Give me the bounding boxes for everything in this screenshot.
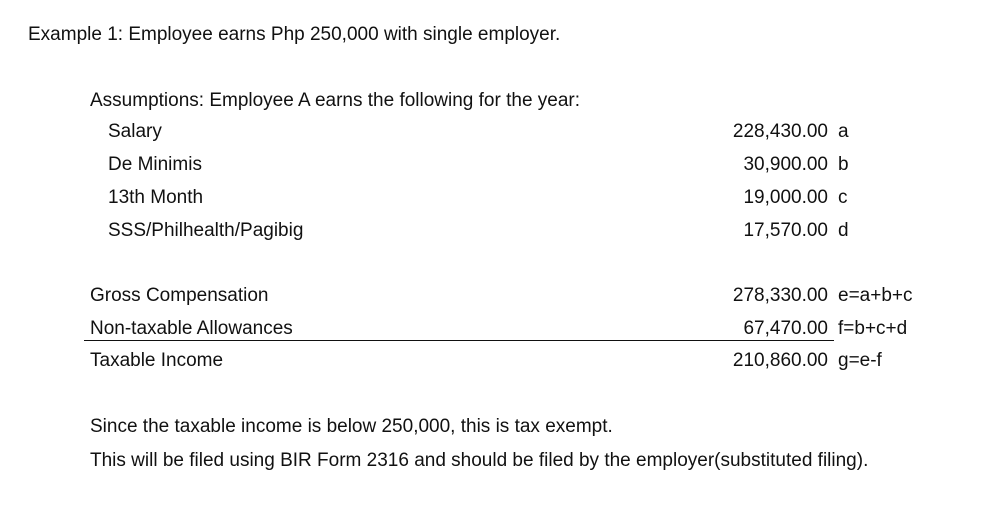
income-item-label-salary: Salary [108,121,162,142]
summary-label-gross: Gross Compensation [90,285,269,306]
assumptions-header: Assumptions: Employee A earns the following for the year: [90,90,581,111]
summary-amount-taxable: 210,860.00 [732,350,828,371]
summary-formula-non-taxable: f=b+c+d [838,318,908,339]
summary-formula-taxable: g=e-f [838,350,882,371]
example-title: Example 1: Employee earns Php 250,000 with single employer. [28,24,561,45]
summary-formula-gross: e=a+b+c [838,285,913,306]
summary-amount-gross: 278,330.00 [732,285,828,306]
income-item-amount-salary: 228,430.00 [732,121,828,142]
income-item-label-13th-month: 13th Month [108,187,204,208]
summary-amount-non-taxable: 67,470.00 [743,318,828,339]
income-item-amount-13th-month: 19,000.00 [743,187,828,208]
income-item-code-salary: a [838,121,849,142]
note-tax-exempt: Since the taxable income is below 250,000, this is tax exempt. [90,416,613,437]
income-item-label-de-minimis: De Minimis [108,154,202,175]
summary-label-non-taxable: Non-taxable Allowances [90,318,293,339]
income-item-amount-contributions: 17,570.00 [743,220,828,241]
income-item-label-contributions: SSS/Philhealth/Pagibig [108,220,304,241]
total-divider-line [84,340,834,341]
income-item-code-13th-month: c [838,187,848,208]
summary-label-taxable: Taxable Income [90,350,224,371]
income-item-amount-de-minimis: 30,900.00 [743,154,828,175]
income-item-code-contributions: d [838,220,849,241]
note-filing: This will be filed using BIR Form 2316 and should be filed by the employer(substituted filing). [90,450,869,471]
income-item-code-de-minimis: b [838,154,849,175]
